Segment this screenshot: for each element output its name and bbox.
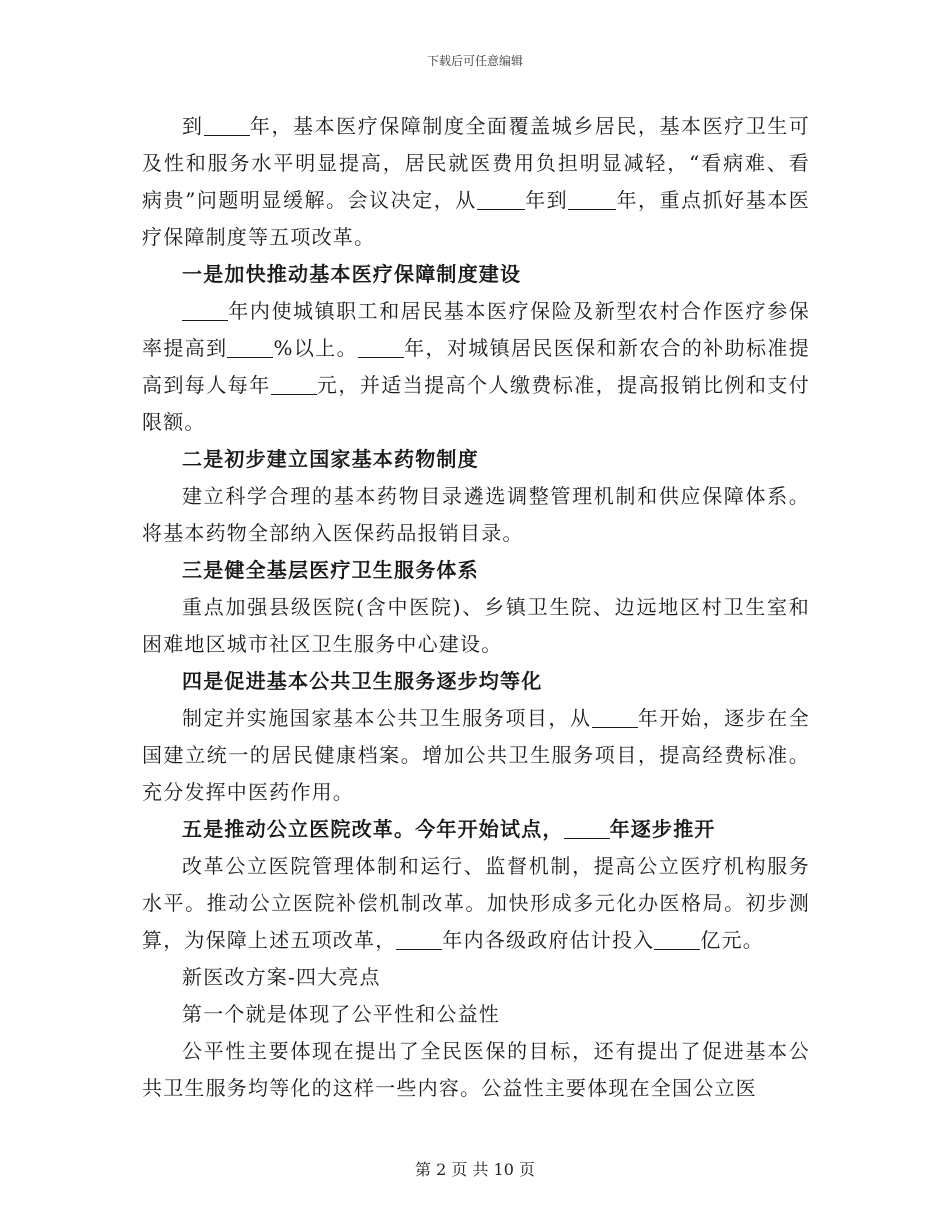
section-heading-3: 三是健全基层医疗卫生服务体系 [182, 558, 479, 582]
section-heading-4: 四是促进基本公共卫生服务逐步均等化 [182, 669, 543, 693]
point-one-paragraph: 第一个就是体现了公平性和公益性 [182, 1002, 500, 1026]
fairness-paragraph: 公平性主要体现在提出了全民医保的目标，还有提出了促进基本公共卫生服务均等化的这样一些内容。公益性主要体现在全国公立医 [142, 1039, 810, 1100]
blank-field [477, 188, 525, 210]
intro-paragraph: 到 年，基本医疗保障制度全面覆盖城乡居民，基本医疗卫生可及性和服务水平明显提高，居民就医费用负担明显减轻，“看病难、看病贵”问题明显缓解。会议决定，从 年到 年，重点抓好基本医疗保障制度等五项改革。 [142, 114, 811, 249]
section-paragraph-4: 制定并实施国家基本公共卫生服务项目，从 年开始，逐步在全国建立统一的居民健康档案。增加公共卫生服务项目，提高经费标准。充分发挥中医药作用。 [142, 706, 810, 804]
document-body [142, 108, 810, 1107]
section-paragraph-1: 年内使城镇职工和居民基本医疗保险及新型农村合作医疗参保率提高到 %以上。 年，对城镇居民医保和新农合的补助标准提高到每人每年 元，并适当提高个人缴费标准，提高报销比例和支付限额。 [142, 299, 810, 434]
blank-field [592, 706, 638, 728]
blank-field [654, 928, 700, 950]
page-footer: 第 2 页 共 10 页 [415, 1160, 535, 1179]
blank-field [227, 336, 273, 358]
blank-field [564, 817, 610, 839]
section-paragraph-2: 建立科学合理的基本药物目录遴选调整管理机制和供应保障体系。将基本药物全部纳入医保药品报销目录。 [142, 484, 810, 545]
section-paragraph-5: 改革公立医院管理体制和运行、监督机制，提高公立医疗机构服务水平。推动公立医院补偿机制改革。加快形成多元化办医格局。初步测算，为保障上述五项改革， 年内各级政府估计投入 亿元。 [142, 854, 810, 952]
blank-field [204, 114, 250, 136]
section-heading-5: 五是推动公立医院改革。今年开始试点， 年逐步推开 [182, 817, 716, 841]
subtitle-paragraph: 新医改方案-四大亮点 [182, 965, 381, 989]
blank-field [358, 336, 404, 358]
blank-field [182, 299, 228, 321]
section-paragraph-3: 重点加强县级医院(含中医院)、乡镇卫生院、边远地区村卫生室和困难地区城市社区卫生服务中心建设。 [142, 595, 810, 656]
section-heading-2: 二是初步建立国家基本药物制度 [182, 447, 479, 471]
blank-field [271, 373, 317, 395]
blank-field [396, 928, 442, 950]
page-header: 下载后可任意编辑 [426, 54, 523, 68]
blank-field [568, 188, 616, 210]
section-heading-1: 一是加快推动基本医疗保障制度建设 [182, 262, 522, 286]
